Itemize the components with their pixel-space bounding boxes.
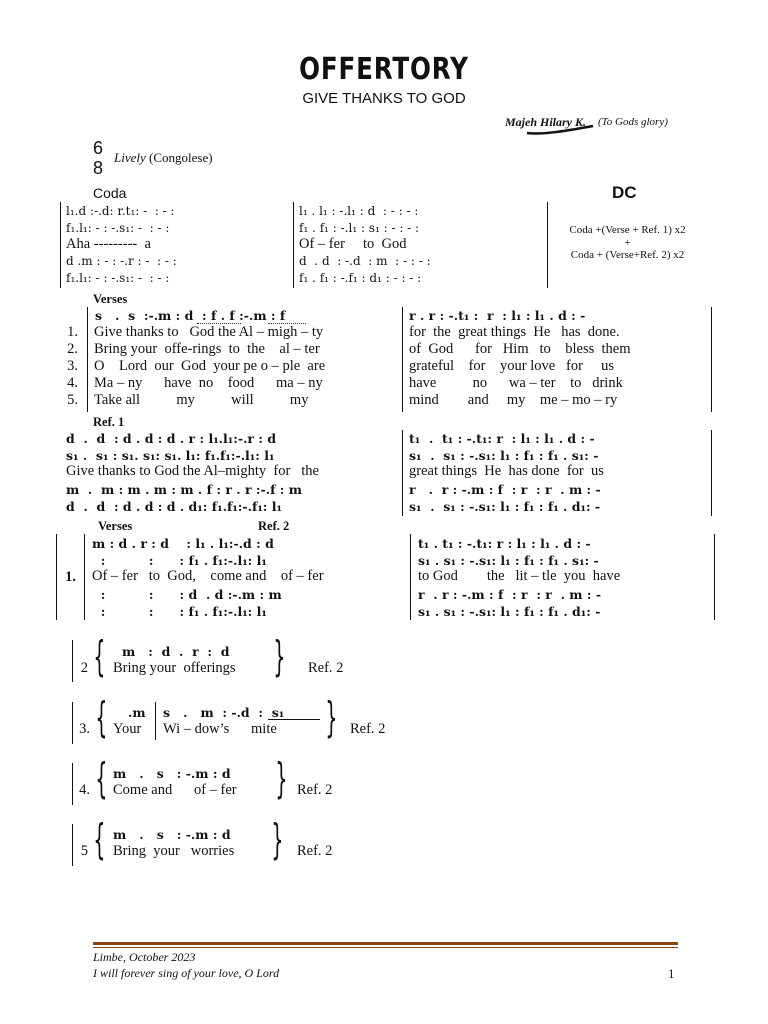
verse-number-2: 2. bbox=[67, 341, 78, 357]
v3-pickup-lyric: Your bbox=[113, 721, 142, 737]
v5-solfa: m . s : -.m : d bbox=[113, 827, 231, 842]
verse-number-5: 5. bbox=[67, 392, 78, 408]
v4-barline bbox=[72, 763, 73, 805]
v3-number: 3. bbox=[79, 721, 90, 737]
page-title: OFFERTORY bbox=[299, 52, 469, 87]
verse-3-lyric-right: grateful for your love for us bbox=[409, 358, 614, 374]
ref1-tenor-left: m . m : m . m : m . f : r . r :-.f : m bbox=[66, 482, 302, 497]
ref1-tenor-right: r . r : -.m : f : r : r . m : - bbox=[409, 482, 601, 497]
v1-alto-right: s₁ . s₁ : -.s₁: l₁ : f₁ : f₁ . s₁: - bbox=[418, 553, 599, 568]
v1-lyric-left: Of – fer to God, come and of – fer bbox=[92, 568, 324, 584]
v1-tenor-right: r . r : -.m : f : r : r . m : - bbox=[418, 587, 602, 602]
ref1-lyric-right: great things He has done for us bbox=[409, 463, 604, 479]
v1-soprano-right: t₁ . t₁ : -.t₁: r : l₁ : l₁ . d : - bbox=[418, 536, 591, 551]
verses-barline-mid bbox=[402, 307, 403, 412]
v2-ref: Ref. 2 bbox=[308, 660, 344, 676]
coda-lyric-left: Aha --------- a bbox=[66, 236, 151, 252]
coda-barline-start bbox=[60, 202, 61, 288]
footer-rule bbox=[93, 942, 678, 945]
verse-4-lyric-left: Ma – ny have no food ma – ny bbox=[94, 375, 323, 391]
coda-instruction-line-2: + bbox=[624, 236, 631, 249]
v2-lyric: Bring your offerings bbox=[113, 660, 236, 676]
v3-brace-open: { bbox=[95, 693, 108, 742]
tempo-marking bbox=[114, 150, 213, 166]
verse-5-lyric-left: Take all my will my bbox=[94, 392, 309, 408]
verses-solfa-right: r . r : -.t₁ : r : l₁ : l₁ . d : - bbox=[409, 308, 586, 323]
verses-barline-start bbox=[87, 307, 88, 412]
coda-tenor-right: d . d : -.d : m : - : - : bbox=[299, 254, 431, 268]
ref1-bass-right: s₁ . s₁ : -.s₁: l₁ : f₁ : f₁ . d₁: - bbox=[409, 499, 601, 514]
v4-ref: Ref. 2 bbox=[297, 782, 333, 798]
verses-label-2: Verses bbox=[98, 519, 133, 533]
v1-barline-end bbox=[714, 534, 715, 620]
time-signature bbox=[93, 138, 103, 178]
v2-solfa: m : d . r : d bbox=[122, 644, 230, 659]
page-number: 1 bbox=[668, 966, 675, 981]
v2-brace-open: { bbox=[93, 632, 106, 681]
composer-note: (To Gods glory) bbox=[598, 116, 668, 128]
signature-swoosh bbox=[525, 124, 595, 136]
v1-barline-outer bbox=[56, 534, 57, 620]
v1-number: 1. bbox=[65, 569, 76, 585]
verse-2-lyric-right: of God for Him to bless them bbox=[409, 341, 631, 357]
page-subtitle: GIVE THANKS TO GOD bbox=[302, 90, 466, 107]
coda-label: Coda bbox=[93, 185, 127, 201]
ref1-soprano-left: d . d : d . d : d . r : l₁.l₁:-.r : d bbox=[66, 431, 277, 446]
v3-inner-barline bbox=[155, 702, 156, 740]
verse-number-3: 3. bbox=[67, 358, 78, 374]
time-signature-top: 6 bbox=[93, 138, 104, 158]
verse-4-lyric-right: have no wa – ter to drink bbox=[409, 375, 623, 391]
ref1-bass-left: d . d : d . d : d . d₁: f₁.f₁:-.f₁: l₁ bbox=[66, 499, 282, 514]
v3-underline bbox=[268, 719, 320, 720]
footer-rule-thin bbox=[93, 947, 678, 948]
v4-brace-close: } bbox=[275, 754, 288, 803]
ref2-label: Ref. 2 bbox=[258, 519, 290, 533]
ref1-alto-left: s₁ . s₁ : s₁. s₁: s₁. l₁: f₁.f₁:-.l₁: l₁ bbox=[66, 448, 275, 463]
v5-ref: Ref. 2 bbox=[297, 843, 333, 859]
verse-number-4: 4. bbox=[67, 375, 78, 391]
tempo-style: (Congolese) bbox=[149, 150, 213, 165]
composer-name: Majeh Hilary K. bbox=[505, 115, 587, 129]
v2-brace-close: } bbox=[273, 632, 286, 681]
coda-bass-left: f₁.l₁: - : -.s₁: - : - : bbox=[66, 271, 170, 285]
coda-bass-right: f₁ . f₁ : -.f₁ : d₁ : - : - : bbox=[299, 271, 422, 285]
ref1-barline-end bbox=[711, 430, 712, 516]
v1-lyric-right: to God the lit – tle you have bbox=[418, 568, 621, 584]
v1-bass-right: s₁ . s₁ : -.s₁: l₁ : f₁ : f₁ . d₁: - bbox=[418, 604, 601, 619]
footer-place-date: Limbe, October 2023 bbox=[93, 950, 196, 964]
footer-dedication: I will forever sing of your love, O Lord bbox=[93, 966, 280, 980]
v3-brace-close: } bbox=[325, 693, 338, 742]
v3-barline bbox=[72, 702, 73, 744]
coda-alto-left: f₁.l₁: - : -.s₁: - : - : bbox=[66, 221, 170, 235]
v4-brace-open: { bbox=[95, 754, 108, 803]
v4-number: 4. bbox=[79, 782, 90, 798]
v4-solfa: m . s : -.m : d bbox=[113, 766, 231, 781]
v3-lyric: Wi – dow’s mite bbox=[163, 721, 277, 737]
tempo-word: Lively bbox=[114, 150, 146, 165]
verse-number-1: 1. bbox=[67, 324, 78, 340]
ref1-lyric-left: Give thanks to God the Al–mighty for the bbox=[66, 463, 319, 479]
v1-alto-left: : : : f₁ . f₁:-.l₁: l₁ bbox=[92, 553, 267, 568]
v3-pickup-solfa: .m bbox=[128, 705, 146, 720]
verse-5-lyric-right: mind and my me – mo – ry bbox=[409, 392, 618, 408]
v3-solfa: s . m : -.d : s₁ bbox=[163, 705, 285, 720]
v1-barline-start bbox=[84, 534, 85, 620]
coda-lyric-right: Of – fer to God bbox=[299, 236, 407, 252]
coda-barline-mid bbox=[293, 202, 294, 288]
v5-lyric: Bring your worries bbox=[113, 843, 235, 859]
v1-soprano-left: m : d . r : d : l₁ . l₁:-.d : d bbox=[92, 536, 274, 551]
v1-tenor-left: : : : d . d :-.m : m bbox=[92, 587, 282, 602]
coda-soprano-right: l₁ . l₁ : -.l₁ : d : - : - : bbox=[299, 204, 419, 218]
verses-label: Verses bbox=[93, 292, 128, 306]
verses-barline-end bbox=[711, 307, 712, 412]
v1-barline-mid bbox=[410, 534, 411, 620]
v5-brace-open: { bbox=[93, 815, 106, 864]
dc-label: DC bbox=[612, 183, 637, 202]
ref1-barline-mid bbox=[402, 430, 403, 516]
verse-1-lyric-left: Give thanks to God the Al – migh – ty bbox=[94, 324, 324, 340]
ref1-soprano-right: t₁ . t₁ : -.t₁: r : l₁ : l₁ . d : - bbox=[409, 431, 595, 446]
v5-brace-close: } bbox=[271, 815, 284, 864]
ref1-alto-right: s₁ . s₁ : -.s₁: l₁ : f₁ : f₁ . s₁: - bbox=[409, 448, 599, 463]
coda-instruction bbox=[555, 224, 700, 262]
coda-instruction-line-3: Coda + (Verse+Ref. 2) x2 bbox=[570, 249, 685, 261]
coda-alto-right: f₁ . f₁ : -.l₁ : s₁ : - : - : bbox=[299, 221, 420, 235]
verses-solfa-left: s . s :-.m : d : f . f :-.m : f bbox=[95, 308, 286, 323]
v5-number: 5 bbox=[80, 843, 88, 859]
coda-instruction-line-1: Coda +(Verse + Ref. 1) x2 bbox=[569, 224, 686, 236]
v1-bass-left: : : : f₁ . f₁:-.l₁: l₁ bbox=[92, 604, 267, 619]
v4-lyric: Come and of – fer bbox=[113, 782, 237, 798]
coda-barline-end bbox=[547, 202, 548, 288]
verse-3-lyric-left: O Lord our God your pe o – ple are bbox=[94, 358, 326, 374]
coda-tenor-left: d .m : - : -.r : - : - : bbox=[66, 254, 177, 268]
v3-ref: Ref. 2 bbox=[350, 721, 386, 737]
v2-number: 2 bbox=[80, 660, 88, 676]
coda-soprano-left: l₁.d :-.d: r.t₁: - : - : bbox=[66, 204, 175, 218]
verse-2-lyric-left: Bring your offe-rings to the al – ter bbox=[94, 341, 320, 357]
ref1-label: Ref. 1 bbox=[93, 415, 125, 429]
time-signature-bottom: 8 bbox=[93, 158, 104, 178]
verse-1-lyric-right: for the great things He has done. bbox=[409, 324, 620, 340]
